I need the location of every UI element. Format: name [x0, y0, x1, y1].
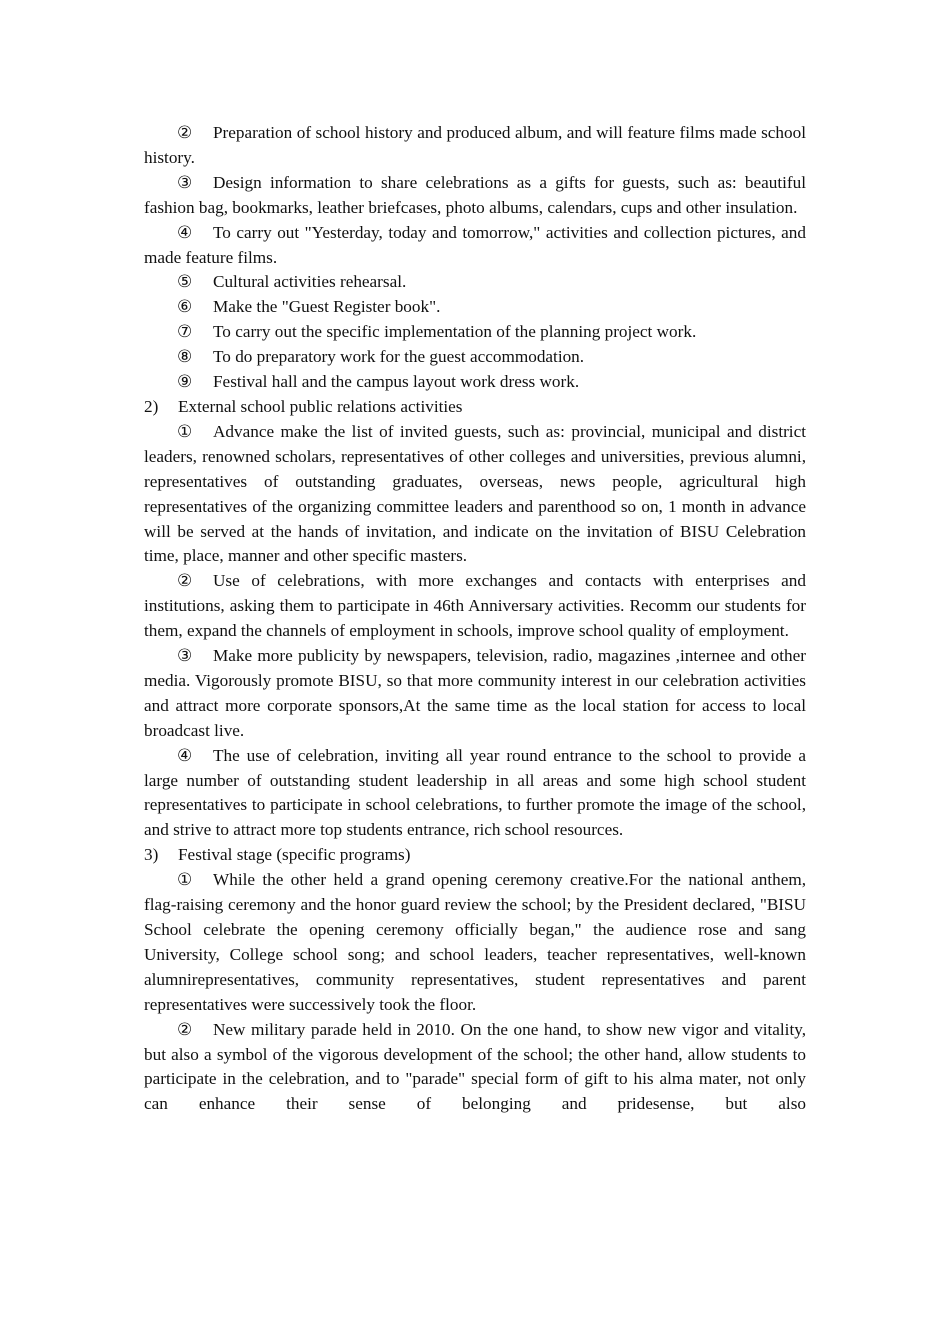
list-item	[144, 868, 806, 1017]
item-text: To carry out the specific implementation of the planning project work.	[213, 322, 697, 342]
item-marker: ④	[177, 222, 193, 242]
item-marker: ③	[177, 172, 193, 192]
item-marker: ②	[177, 571, 193, 591]
list-item	[144, 320, 806, 345]
item-text: To do preparatory work for the guest accommodation.	[213, 347, 585, 367]
section-heading	[144, 395, 806, 420]
list-item	[144, 221, 806, 271]
list-item	[144, 744, 806, 844]
item-text: Festival hall and the campus layout work dress work.	[213, 372, 580, 392]
item-marker: ⑨	[177, 372, 193, 392]
item-text: Preparation of school history and produced album, and will feature films made school history.	[144, 123, 806, 167]
item-text: Use of celebrations, with more exchanges and contacts with enterprises and institutions, asking them to participate in 46th Anniversary activities. Recomm our students for them, expand the channels of employment in schools, improve school quality of employment.	[144, 571, 806, 641]
item-marker: ⑥	[177, 297, 193, 317]
item-marker: ②	[177, 123, 193, 142]
item-text: The use of celebration, inviting all year round entrance to the school to provide a large number of outstanding student leadership in all areas and some high school student representatives to participate in school celebrations, to further promote the image of the school, and strive to attract more top students entrance, rich school resources.	[144, 745, 806, 840]
list-item	[144, 345, 806, 370]
item-marker: ③	[177, 646, 193, 666]
section-number: 3)	[144, 845, 159, 865]
section-title: External school public relations activities	[178, 396, 463, 416]
document-page	[144, 121, 806, 1117]
list-item	[144, 569, 806, 644]
item-text: Make more publicity by newspapers, television, radio, magazines ,internee and other media. Vigorously promote BISU, so that more community interest in our celebration activities and attract more corporate sponsors,At the same time as the local station for access to local broadcast live.	[144, 646, 806, 740]
item-marker: ⑦	[177, 322, 193, 342]
item-text: To carry out "Yesterday, today and tomorrow," activities and collection pictures, and made feature films.	[144, 222, 806, 267]
section-number: 2)	[144, 396, 159, 416]
list-item	[144, 644, 806, 744]
list-item	[144, 295, 806, 320]
list-item	[144, 420, 806, 569]
section-title: Festival stage (specific programs)	[178, 845, 411, 865]
item-text: Make the "Guest Register book".	[213, 297, 441, 317]
list-item	[144, 1018, 806, 1118]
item-marker: ①	[177, 870, 193, 890]
item-text: New military parade held in 2010. On the one hand, to show new vigor and vitality, but also a symbol of the vigorous development of the school; the other hand, allow students to participate in the celebration, and to "parade" special form of gift to his alma mater, not only can enhance their sense of belonging and pridesense, but also	[144, 1019, 806, 1114]
item-marker: ④	[177, 745, 193, 765]
list-item	[144, 121, 806, 171]
item-marker: ②	[177, 1019, 193, 1039]
section-heading	[144, 843, 806, 868]
list-item	[144, 171, 806, 221]
list-item	[144, 270, 806, 295]
item-text: While the other held a grand opening ceremony creative.For the national anthem, flag-raising ceremony and the honor guard review the school; by the President declared, "BISU School celebrate the opening ceremony officially began," the audience rose and sang University, College school song; and school leaders, teacher representatives, well-known alumnirepresentatives, community representatives, student representatives and parent representatives were successively took the floor.	[144, 870, 806, 1014]
list-item	[144, 370, 806, 395]
item-marker: ⑧	[177, 347, 193, 367]
item-text: Advance make the list of invited guests, such as: provincial, municipal and district leaders, renowned scholars, representatives of other colleges and universities, previous alumni, representatives of outstanding graduates, overseas, news people, agricultural high representatives of the organizing committee leaders and parenthood so on, 1 month in advance will be served at the hands of invitation, and indicate on the invitation of BISU Celebration time, place, manner and other specific masters.	[144, 421, 806, 566]
item-marker: ①	[177, 421, 193, 441]
item-text: Cultural activities rehearsal.	[213, 272, 407, 292]
item-text: Design information to share celebrations as a gifts for guests, such as: beautiful fashion bag, bookmarks, leather briefcases, photo albums, calendars, cups and other insulation.	[144, 172, 806, 217]
item-marker: ⑤	[177, 272, 193, 292]
